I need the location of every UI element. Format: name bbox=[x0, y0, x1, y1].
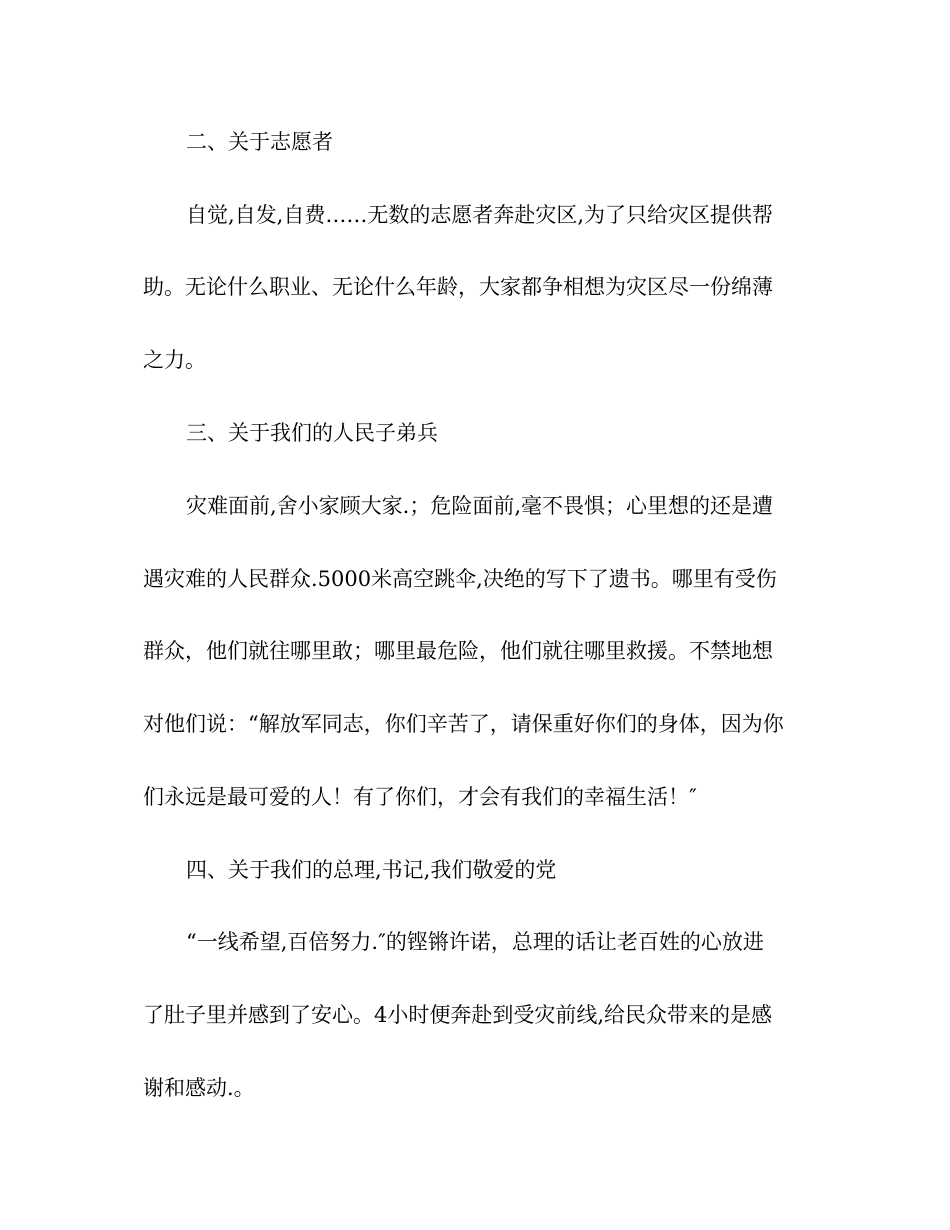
paragraph-line: 之力。 bbox=[143, 348, 206, 372]
paragraph-line: 了肚子里并感到了安心。4小时便奔赴到受灾前线,给民众带来的是感 bbox=[143, 1003, 773, 1027]
paragraph-line: 对他们说：“解放军同志，你们辛苦了，请保重好你们的身体，因为你 bbox=[143, 712, 784, 736]
paragraph-line: “一线希望,百倍努力.″的铿锵许诺，总理的话让老百姓的心放进 bbox=[186, 930, 764, 954]
paragraph-line: 遇灾难的人民群众.5000米高空跳伞,决绝的写下了遗书。哪里有受伤 bbox=[143, 567, 777, 591]
paragraph-line: 谢和感动.。 bbox=[143, 1076, 255, 1100]
paragraph-line: 自觉,自发,自费……无数的志愿者奔赴灾区,为了只给灾区提供帮 bbox=[186, 203, 774, 227]
paragraph-line: 助。无论什么职业、无论什么年龄，大家都争相想为灾区尽一份绵薄 bbox=[143, 275, 773, 299]
paragraph-line: 们永远是最可爱的人！有了你们，才会有我们的幸福生活！″ bbox=[143, 785, 697, 809]
paragraph-line: 群众，他们就往哪里敢；哪里最危险，他们就往哪里救援。不禁地想 bbox=[143, 639, 773, 663]
paragraph-line: 灾难面前,舍小家顾大家.；危险面前,毫不畏惧；心里想的还是遭 bbox=[186, 494, 774, 518]
section-heading-soldiers: 三、关于我们的人民子弟兵 bbox=[186, 421, 438, 445]
section-heading-leaders: 四、关于我们的总理,书记,我们敬爱的党 bbox=[186, 858, 557, 882]
section-heading-volunteers: 二、关于志愿者 bbox=[186, 130, 333, 154]
